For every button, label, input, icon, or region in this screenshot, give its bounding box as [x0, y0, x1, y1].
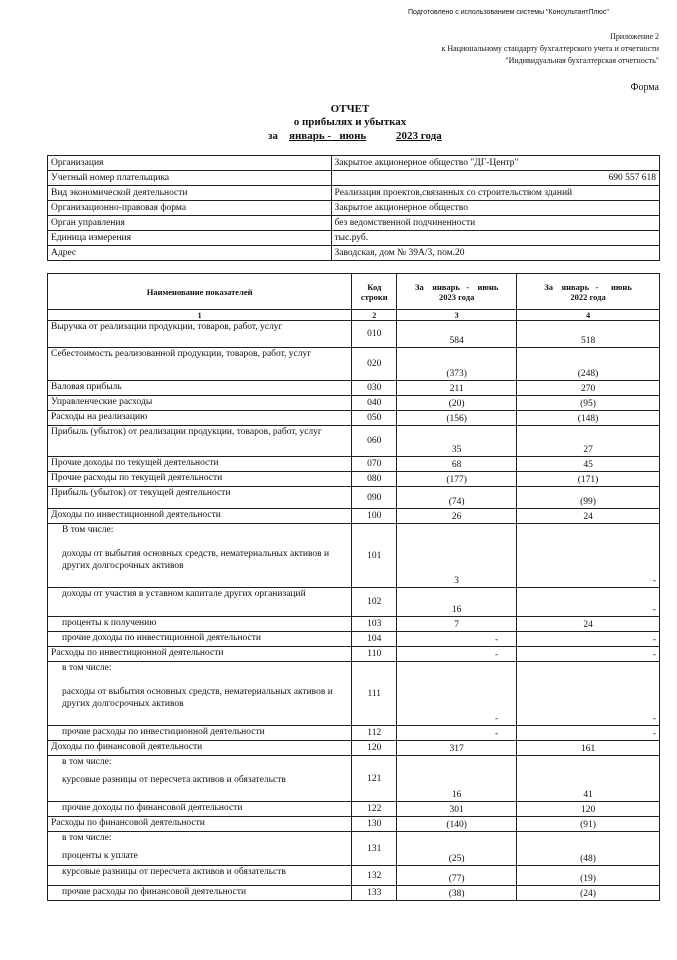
table-row	[48, 802, 660, 817]
appendix-line1: Приложение 2	[610, 32, 659, 41]
row-code: 070	[352, 457, 397, 472]
profit-loss-table	[47, 273, 660, 901]
row-code: 121	[352, 756, 397, 802]
row-code: 050	[352, 411, 397, 426]
row-code: 101	[352, 524, 397, 588]
table-row	[48, 524, 660, 588]
info-label: Организация	[48, 156, 332, 171]
info-label: Орган управления	[48, 216, 332, 231]
row-previous-value: (24)	[517, 886, 660, 901]
info-row	[48, 246, 660, 261]
row-current-value: 16	[397, 588, 517, 617]
form-label: Форма	[630, 82, 659, 93]
row-previous-value: 161	[517, 741, 660, 756]
row-previous-value: -	[517, 647, 660, 662]
row-name	[48, 741, 352, 756]
report-title: ОТЧЕТ	[330, 103, 370, 115]
row-name	[48, 817, 352, 832]
row-name	[48, 802, 352, 817]
row-current-value: (20)	[397, 396, 517, 411]
info-value: Закрытое акционерное общество	[331, 201, 659, 216]
header-previous	[517, 274, 660, 310]
header-current	[397, 274, 517, 310]
row-name	[48, 866, 352, 886]
table-row	[48, 321, 660, 348]
row-code: 133	[352, 886, 397, 901]
row-current-value: 16	[397, 756, 517, 802]
row-current-value: 584	[397, 321, 517, 348]
row-name-text: Расходы по инвестиционной деятельности	[51, 648, 224, 658]
info-label: Вид экономической деятельности	[48, 186, 332, 201]
row-name-subtext: доходы от выбытия основных средств, нематериальных активов и других долгосрочных активов	[62, 549, 330, 571]
row-current-value: 211	[397, 381, 517, 396]
row-name	[48, 411, 352, 426]
table-row	[48, 726, 660, 741]
row-name-text: в том числе:	[62, 833, 112, 843]
row-previous-value: -	[517, 726, 660, 741]
row-current-value: 35	[397, 426, 517, 457]
report-subtitle: о прибылях и убытках	[293, 116, 407, 128]
row-name	[48, 457, 352, 472]
row-previous-value: 270	[517, 381, 660, 396]
row-name	[48, 726, 352, 741]
row-current-value: (38)	[397, 886, 517, 901]
row-name	[48, 756, 352, 802]
row-name	[48, 509, 352, 524]
info-value: 690 557 618	[331, 171, 659, 186]
row-current-value: 3	[397, 524, 517, 588]
table-row	[48, 866, 660, 886]
row-name	[48, 426, 352, 457]
row-code: 020	[352, 348, 397, 381]
row-code: 080	[352, 472, 397, 487]
row-code: 131	[352, 832, 397, 866]
row-name-text: Доходы по инвестиционной деятельности	[51, 510, 221, 520]
row-code: 010	[352, 321, 397, 348]
row-current-value: (373)	[397, 348, 517, 381]
row-previous-value: (248)	[517, 348, 660, 381]
info-row	[48, 216, 660, 231]
table-row	[48, 472, 660, 487]
row-name-text: прочие расходы по финансовой деятельности	[62, 887, 247, 897]
table-row	[48, 487, 660, 509]
row-name	[48, 472, 352, 487]
row-current-value: (74)	[397, 487, 517, 509]
row-previous-value: 45	[517, 457, 660, 472]
row-previous-value: -	[517, 632, 660, 647]
row-current-value: -	[397, 726, 517, 741]
row-current-value: (177)	[397, 472, 517, 487]
row-name-text: прочие расходы по инвестиционной деятельности	[62, 727, 265, 737]
row-name	[48, 832, 352, 866]
table-body	[48, 321, 660, 901]
header-previous-year: 2022 года	[570, 291, 606, 302]
row-name	[48, 487, 352, 509]
table-row	[48, 348, 660, 381]
row-name	[48, 886, 352, 901]
header-current-period: За январь - июнь	[415, 281, 499, 292]
row-current-value: 26	[397, 509, 517, 524]
info-row	[48, 171, 660, 186]
row-name	[48, 396, 352, 411]
info-row	[48, 156, 660, 171]
row-name	[48, 588, 352, 617]
row-current-value: -	[397, 662, 517, 726]
row-current-value: 317	[397, 741, 517, 756]
row-name-text: Управленческие расходы	[51, 397, 153, 407]
row-code: 122	[352, 802, 397, 817]
row-code: 120	[352, 741, 397, 756]
row-name-text: Выручка от реализации продукции, товаров, работ, услуг	[51, 322, 283, 332]
row-code: 060	[352, 426, 397, 457]
row-current-value: -	[397, 647, 517, 662]
row-code: 030	[352, 381, 397, 396]
table-row	[48, 741, 660, 756]
row-code: 111	[352, 662, 397, 726]
row-current-value: 7	[397, 617, 517, 632]
info-label: Адрес	[48, 246, 332, 261]
row-code: 112	[352, 726, 397, 741]
row-current-value: 301	[397, 802, 517, 817]
row-name-text: Доходы по финансовой деятельности	[51, 742, 203, 752]
info-label: Организационно-правовая форма	[48, 201, 332, 216]
table-row	[48, 886, 660, 901]
row-current-value: (156)	[397, 411, 517, 426]
row-previous-value: -	[517, 662, 660, 726]
row-name-text: курсовые разницы от пересчета активов и обязательств	[62, 867, 286, 877]
row-name-text: доходы от участия в уставном капитале других организаций	[62, 589, 306, 599]
row-current-value: (25)	[397, 832, 517, 866]
row-code: 040	[352, 396, 397, 411]
row-name-subtext: курсовые разницы от пересчета активов и обязательств	[62, 775, 286, 785]
row-name	[48, 348, 352, 381]
row-code: 130	[352, 817, 397, 832]
table-row	[48, 647, 660, 662]
table-row	[48, 817, 660, 832]
row-name	[48, 617, 352, 632]
row-name-text: прочие доходы по финансовой деятельности	[62, 803, 243, 813]
column-numbers-row	[48, 310, 660, 321]
row-name-text: Прочие расходы по текущей деятельности	[51, 473, 223, 483]
row-previous-value: -	[517, 524, 660, 588]
row-name-text: прочие доходы по инвестиционной деятельности	[62, 633, 261, 643]
row-code: 102	[352, 588, 397, 617]
row-name-text: Прочие доходы по текущей деятельности	[51, 458, 219, 468]
row-previous-value: 41	[517, 756, 660, 802]
column-number: 1	[48, 310, 352, 321]
header-row	[48, 274, 660, 310]
row-previous-value: 27	[517, 426, 660, 457]
row-name-text: в том числе:	[62, 757, 112, 767]
period-year: 2023 года	[396, 130, 442, 142]
row-previous-value: -	[517, 588, 660, 617]
row-name	[48, 321, 352, 348]
row-previous-value: 24	[517, 509, 660, 524]
row-current-value: (140)	[397, 817, 517, 832]
row-previous-value: (91)	[517, 817, 660, 832]
row-previous-value: 120	[517, 802, 660, 817]
table-row	[48, 588, 660, 617]
column-number: 2	[352, 310, 397, 321]
row-name-text: Расходы по финансовой деятельности	[51, 818, 205, 828]
row-previous-value: (171)	[517, 472, 660, 487]
info-value: Реализация проектов,связанных со строительством зданий	[331, 186, 659, 201]
table-row	[48, 381, 660, 396]
table-row	[48, 832, 660, 866]
row-name-subtext: проценты к уплате	[62, 851, 138, 861]
header-previous-period: За январь - июнь	[544, 281, 632, 292]
table-row	[48, 617, 660, 632]
row-name-text: Валовая прибыль	[51, 382, 122, 392]
row-name	[48, 662, 352, 726]
info-label: Единица измерения	[48, 231, 332, 246]
row-name	[48, 381, 352, 396]
column-number: 4	[517, 310, 660, 321]
table-row	[48, 426, 660, 457]
table-row	[48, 662, 660, 726]
table-row	[48, 457, 660, 472]
appendix-line3: "Индивидуальная бухгалтерская отчетность"	[505, 56, 659, 65]
table-row	[48, 411, 660, 426]
row-name-text: проценты к получению	[62, 618, 157, 628]
appendix-line2: к Национальному стандарту бухгалтерского учета и отчетности	[441, 44, 659, 53]
table-row	[48, 632, 660, 647]
row-code: 132	[352, 866, 397, 886]
row-previous-value: (95)	[517, 396, 660, 411]
info-row	[48, 201, 660, 216]
row-previous-value: (19)	[517, 866, 660, 886]
row-code: 104	[352, 632, 397, 647]
header-current-year: 2023 года	[439, 291, 475, 302]
row-previous-value: 518	[517, 321, 660, 348]
info-row	[48, 231, 660, 246]
row-name	[48, 632, 352, 647]
period-prefix: за	[268, 130, 278, 142]
row-current-value: (77)	[397, 866, 517, 886]
table-row	[48, 396, 660, 411]
row-code: 103	[352, 617, 397, 632]
row-name	[48, 524, 352, 588]
row-name-text: в том числе:	[62, 663, 112, 673]
row-name-text: Прибыль (убыток) от текущей деятельности	[51, 488, 231, 498]
top-note: Подготовлено с использованием системы "КонсультантПлюс"	[408, 9, 609, 16]
row-name-text: В том числе:	[62, 525, 114, 535]
table-row	[48, 756, 660, 802]
row-previous-value: 24	[517, 617, 660, 632]
info-table	[47, 155, 660, 261]
row-previous-value: (99)	[517, 487, 660, 509]
column-number: 3	[397, 310, 517, 321]
row-name	[48, 647, 352, 662]
row-name-text: Себестоимость реализованной продукции, товаров, работ, услуг	[51, 349, 312, 359]
row-name-subtext: расходы от выбытия основных средств, нематериальных активов и других долгосрочных активов	[62, 687, 333, 709]
info-value: тыс.руб.	[331, 231, 659, 246]
period: январь - июнь	[289, 130, 367, 142]
info-value: Заводская, дом № 39А/3, пом.20	[331, 246, 659, 261]
row-name-text: Прибыль (убыток) от реализации продукции, товаров, работ, услуг	[51, 427, 322, 437]
row-code: 110	[352, 647, 397, 662]
row-previous-value: (148)	[517, 411, 660, 426]
row-code: 100	[352, 509, 397, 524]
info-value: Закрытое акционерное общество "ДГ-Центр"	[331, 156, 659, 171]
row-name-text: Расходы на реализацию	[51, 412, 148, 422]
row-previous-value: (48)	[517, 832, 660, 866]
row-code: 090	[352, 487, 397, 509]
info-row	[48, 186, 660, 201]
header-name: Наименование показателей	[48, 274, 352, 310]
row-current-value: -	[397, 632, 517, 647]
table-row	[48, 509, 660, 524]
info-value: без ведомственной подчиненности	[331, 216, 659, 231]
row-current-value: 68	[397, 457, 517, 472]
header-code: Код строки	[352, 274, 397, 310]
info-label: Учетный номер плательщика	[48, 171, 332, 186]
